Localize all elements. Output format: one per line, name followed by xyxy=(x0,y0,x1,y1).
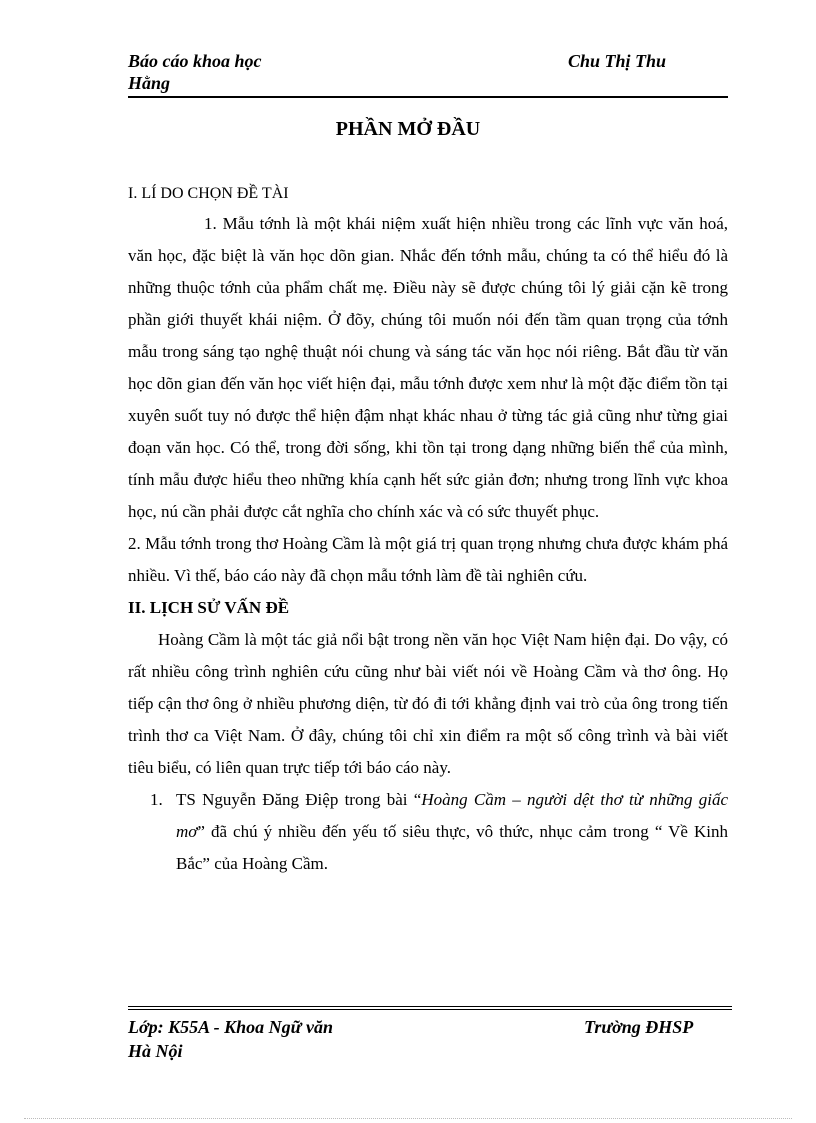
paragraph-reason-2: 2. Mẫu tớnh trong thơ Hoàng Cầm là một giá trị quan trọng nhưng chưa được khám phá nhiều. Vì thế, báo cáo này đã chọn mẫu tớnh làm đề tài nghiên cứu. xyxy=(128,534,728,585)
document-body xyxy=(128,180,728,880)
section-heading-history: II. LỊCH SỬ VẤN ĐỀ xyxy=(128,598,290,617)
paragraph-history-1: Hoàng Cầm là một tác giả nổi bật trong nền văn học Việt Nam hiện đại. Do vậy, có rất nhiều công trình nghiên cứu cũng như bài viết nói về Hoàng Cầm và thơ ông. Họ tiếp cận thơ ông ở nhiều phương diện, từ đó đi tới khẳng định vai trò của ông trong tiến trình thơ ca Việt Nam. Ở đây, chúng tôi chỉ xin điểm ra một số công trình và bài viết tiêu biểu, có liên quan trực tiếp tới báo cáo này. xyxy=(128,630,728,777)
footer-school-name-wrap: Hà Nội xyxy=(128,1041,183,1061)
footer-text xyxy=(128,1010,732,1062)
section-heading-reason: I. LÍ DO CHỌN ĐỀ TÀI xyxy=(128,185,289,202)
list-item-text-before: TS Nguyễn Đăng Điệp trong bài “ xyxy=(176,790,422,809)
header-author-name-wrap: Hằng xyxy=(128,73,171,93)
list-item-text-after: ” đã chú ý nhiều đến yếu tố siêu thực, vô thức, nhục cảm trong “ Về Kinh Bắc” của Hoàng Cầm. xyxy=(176,822,728,873)
page-footer xyxy=(128,1006,732,1062)
page-header xyxy=(128,50,728,98)
footer-school-name: Trường ĐHSP xyxy=(584,1017,694,1037)
page-edge-divider xyxy=(24,1118,792,1119)
header-report-title: Báo cáo khoa học xyxy=(128,51,262,71)
page-title: PHẦN MỞ ĐẦU xyxy=(335,118,481,140)
header-author-name: Chu Thị Thu xyxy=(568,51,667,71)
list-item xyxy=(128,784,728,880)
list-item-number: 1. xyxy=(150,790,163,809)
footer-class-info: Lớp: K55A - Khoa Ngữ văn xyxy=(128,1017,333,1037)
paragraph-reason-1: 1. Mẫu tớnh là một khái niệm xuất hiện nhiều trong các lĩnh vực văn hoá, văn học, đặc biệt là văn học dõn gian. Nhắc đến tớnh mẫu, chúng ta có thể hiểu đó là những thuộc tớnh của phẩm chất mẹ. Điều này sẽ được chúng tôi lý giải cặn kẽ trong phần giới thuyết khái niệm. Ở đõy, chúng tôi muốn nói đến tầm quan trọng của tớnh mẫu trong sáng tạo nghệ thuật nói chung và sáng tác văn học nói riêng. Bắt đầu từ văn học dõn gian đến văn học viết hiện đại, mẫu tớnh được xem như là một đặc điểm tồn tại xuyên suốt tuy nó được thể hiện đậm nhạt khác nhau ở từng tác giả cũng như từng giai đoạn văn học. Có thể, trong đời sống, khi tồn tại trong dạng những biến thể của mình, tính mẫu được hiểu theo những khía cạnh hết sức giản đơn; nhưng trong lĩnh vực khoa học, nú cần phải được cắt nghĩa cho chính xác và có sức thuyết phục. xyxy=(128,214,728,521)
list-item-work-title: Hoàng Cầm – người dệt thơ từ những giấc mơ xyxy=(176,790,729,841)
